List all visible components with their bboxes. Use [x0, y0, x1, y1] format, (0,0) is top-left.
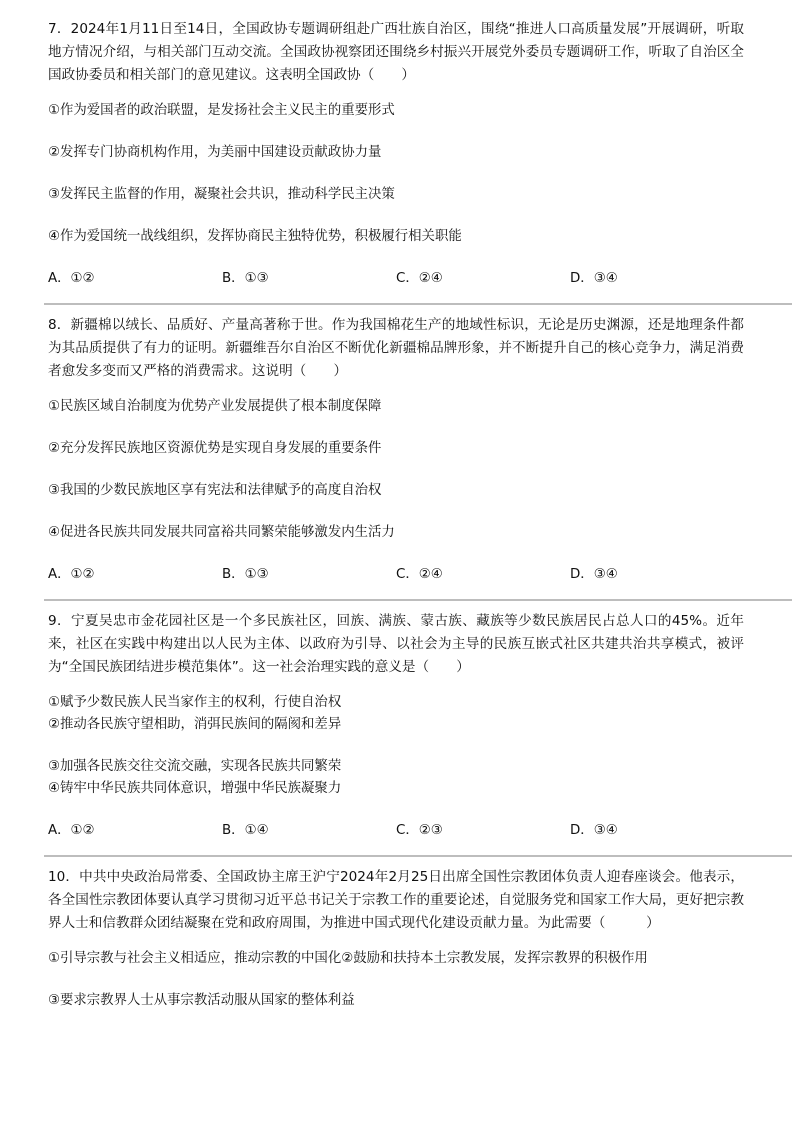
choice-d[interactable]: D．③④ — [570, 567, 618, 582]
question-7 — [48, 18, 744, 289]
choice-d[interactable]: D．③④ — [570, 271, 618, 286]
choice-a[interactable]: A．①② — [48, 271, 95, 286]
option-4: ④作为爱国统一战线组织，发挥协商民主独特优势，积极履行相关职能 — [48, 229, 462, 244]
choice-b[interactable]: B．①③ — [222, 271, 269, 286]
option-3: ③发挥民主监督的作用，凝聚社会共识，推动科学民主决策 — [48, 187, 395, 202]
option-1: ①赋予少数民族人民当家作主的权利，行使自治权 — [48, 695, 342, 710]
question-9 — [48, 610, 744, 841]
choice-a[interactable]: A．①② — [48, 567, 95, 582]
exam-page — [48, 18, 744, 1011]
choice-c[interactable]: C．②③ — [396, 823, 443, 838]
choice-d[interactable]: D．③④ — [570, 823, 618, 838]
question-stem: 10．中共中央政治局常委、全国政协主席王沪宁2024年2月25日出席全国性宗教团体负责人迎春座谈会。他表示，各全国性宗教团体要认真学习贯彻习近平总书记关于宗教工作的重要论述，自觉服务党和国家工作大局，更好把宗教界人士和信教群众团结凝聚在党和政府周围，为推进中国式现代化建设贡献力量。为此需要（ ） — [48, 869, 744, 931]
question-divider — [44, 599, 792, 601]
option-2: ②充分发挥民族地区资源优势是实现自身发展的重要条件 — [48, 441, 382, 456]
answer-choices — [48, 821, 744, 841]
question-stem: 9．宁夏吴忠市金花园社区是一个多民族社区，回族、满族、蒙古族、藏族等少数民族居民占总人口的45%。近年来，社区在实践中构建出以人民为主体、以政府为引导、以社会为主导的民族互嵌式社区共建共治共享模式，被评为“全国民族团结进步模范集体”。这一社会治理实践的意义是（ ） — [48, 613, 744, 675]
answer-choices — [48, 269, 744, 289]
option-4: ④铸牢中华民族共同体意识，增强中华民族凝聚力 — [48, 781, 342, 796]
question-divider — [44, 303, 792, 305]
answer-choices — [48, 565, 744, 585]
question-stem: 8．新疆棉以绒长、品质好、产量高著称于世。作为我国棉花生产的地域性标识，无论是历史渊源，还是地理条件都为其品质提供了有力的证明。新疆维吾尔自治区不断优化新疆棉品牌形象，并不断提升自己的核心竞争力，满足消费者愈发多变而又严格的消费需求。这说明（ ） — [48, 317, 744, 379]
question-divider — [44, 855, 792, 857]
choice-a[interactable]: A．①② — [48, 823, 95, 838]
choice-b[interactable]: B．①④ — [222, 823, 269, 838]
option-3: ③要求宗教界人士从事宗教活动服从国家的整体利益 — [48, 993, 355, 1008]
option-1: ①作为爱国者的政治联盟，是发扬社会主义民主的重要形式 — [48, 103, 395, 118]
choice-c[interactable]: C．②④ — [396, 567, 443, 582]
option-2: ②推动各民族守望相助，消弭民族间的隔阂和差异 — [48, 717, 342, 732]
choice-c[interactable]: C．②④ — [396, 271, 443, 286]
option-3: ③加强各民族交往交流交融，实现各民族共同繁荣 — [48, 759, 342, 774]
question-8 — [48, 314, 744, 585]
option-3: ③我国的少数民族地区享有宪法和法律赋予的高度自治权 — [48, 483, 382, 498]
option-1: ①民族区域自治制度为优势产业发展提供了根本制度保障 — [48, 399, 382, 414]
choice-b[interactable]: B．①③ — [222, 567, 269, 582]
option-1-2: ①引导宗教与社会主义相适应，推动宗教的中国化②鼓励和扶持本土宗教发展，发挥宗教界的积极作用 — [48, 951, 648, 966]
option-4: ④促进各民族共同发展共同富裕共同繁荣能够激发内生活力 — [48, 525, 395, 540]
question-stem: 7．2024年1月11日至14日，全国政协专题调研组赴广西壮族自治区，围绕“推进人口高质量发展”开展调研，听取地方情况介绍，与相关部门互动交流。全国政协视察团还围绕乡村振兴开展党外委员专题调研工作，听取了自治区全国政协委员和相关部门的意见建议。这表明全国政协（ ） — [48, 21, 744, 83]
option-2: ②发挥专门协商机构作用，为美丽中国建设贡献政协力量 — [48, 145, 382, 160]
question-10 — [48, 866, 744, 1011]
